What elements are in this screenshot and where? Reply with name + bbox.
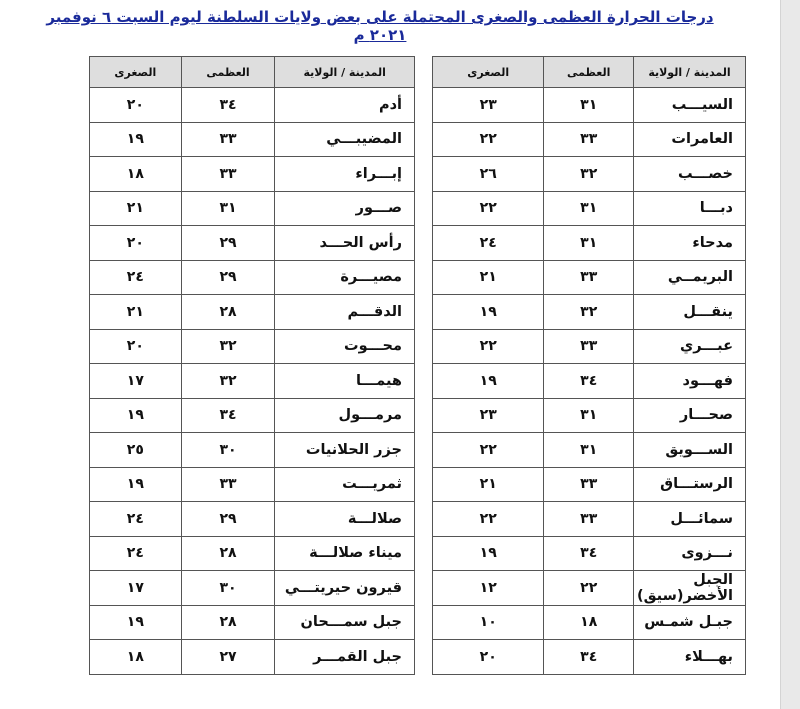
max-temp-cell: ٣٣ (544, 329, 634, 364)
min-temp-cell: ١٨ (90, 157, 182, 192)
table-row (90, 88, 415, 123)
max-temp-cell: ٣٢ (544, 295, 634, 330)
table-row (433, 295, 746, 330)
table-row (433, 157, 746, 192)
max-temp-cell: ٢٧ (181, 640, 275, 675)
min-temp-cell: ٢٤ (90, 260, 182, 295)
max-temp-cell: ٣١ (544, 226, 634, 261)
city-cell: بهـــلاء (634, 640, 746, 675)
min-temp-cell: ٢٣ (433, 88, 544, 123)
city-cell: جبل سمـــحان (275, 605, 415, 640)
table-row (433, 433, 746, 468)
min-temp-cell: ١٩ (433, 536, 544, 571)
table-row (433, 571, 746, 606)
city-cell: جزر الحلانيات (275, 433, 415, 468)
header-city: المدينة / الولاية (634, 57, 746, 88)
city-cell: صحـــار (634, 398, 746, 433)
max-temp-cell: ١٨ (544, 605, 634, 640)
table-row (433, 536, 746, 571)
min-temp-cell: ٢٤ (90, 536, 182, 571)
city-cell: فهـــود (634, 364, 746, 399)
min-temp-cell: ٢٤ (90, 502, 182, 537)
max-temp-cell: ٣٤ (181, 88, 275, 123)
max-temp-cell: ٣٣ (181, 467, 275, 502)
city-cell: عبـــري (634, 329, 746, 364)
max-temp-cell: ٣٠ (181, 571, 275, 606)
city-cell: العامرات (634, 122, 746, 157)
table-row (90, 329, 415, 364)
min-temp-cell: ١٩ (433, 295, 544, 330)
min-temp-cell: ٢٠ (433, 640, 544, 675)
city-cell: جبل القمـــر (275, 640, 415, 675)
table-header-row (433, 57, 746, 88)
min-temp-cell: ٢٢ (433, 433, 544, 468)
max-temp-cell: ٣٠ (181, 433, 275, 468)
table-row (90, 295, 415, 330)
min-temp-cell: ٢٤ (433, 226, 544, 261)
city-cell: صـــور (275, 191, 415, 226)
max-temp-cell: ٢٨ (181, 605, 275, 640)
max-temp-cell: ٣٣ (181, 157, 275, 192)
max-temp-cell: ٣٤ (544, 536, 634, 571)
min-temp-cell: ٢١ (433, 260, 544, 295)
city-cell: ثمريـــت (275, 467, 415, 502)
min-temp-cell: ٢٢ (433, 191, 544, 226)
max-temp-cell: ٢٩ (181, 260, 275, 295)
table-row (433, 467, 746, 502)
table-row (90, 605, 415, 640)
table-row (90, 260, 415, 295)
min-temp-cell: ٢٢ (433, 329, 544, 364)
city-cell: ينقـــل (634, 295, 746, 330)
table-row (433, 640, 746, 675)
min-temp-cell: ١٩ (90, 605, 182, 640)
max-temp-cell: ٣٤ (181, 398, 275, 433)
city-cell: هيمـــا (275, 364, 415, 399)
city-cell: مدحاء (634, 226, 746, 261)
min-temp-cell: ١٩ (90, 122, 182, 157)
min-temp-cell: ٢٦ (433, 157, 544, 192)
table-row (433, 398, 746, 433)
min-temp-cell: ٢١ (90, 191, 182, 226)
table-row (90, 226, 415, 261)
temperature-table-left (89, 56, 415, 675)
max-temp-cell: ٣٢ (544, 157, 634, 192)
min-temp-cell: ١٢ (433, 571, 544, 606)
min-temp-cell: ٢١ (90, 295, 182, 330)
temperature-table-right (432, 56, 746, 675)
page-title: درجات الحرارة العظمى والصغرى المحتملة على بعض ولايات السلطنة ليوم السبت ٦ نوفمبر ٢٠٢١ م (46, 8, 714, 44)
table-row (90, 640, 415, 675)
table-row (433, 329, 746, 364)
header-max: العظمى (181, 57, 275, 88)
min-temp-cell: ١٧ (90, 364, 182, 399)
table-row (90, 467, 415, 502)
city-cell: سمائـــل (634, 502, 746, 537)
table-row (90, 536, 415, 571)
max-temp-cell: ٢٩ (181, 502, 275, 537)
max-temp-cell: ٣٣ (181, 122, 275, 157)
min-temp-cell: ٢١ (433, 467, 544, 502)
city-cell: الســـويق (634, 433, 746, 468)
max-temp-cell: ٢٩ (181, 226, 275, 261)
city-cell: نـــزوى (634, 536, 746, 571)
table-row (90, 571, 415, 606)
city-cell: رأس الحـــد (275, 226, 415, 261)
table-row (90, 433, 415, 468)
city-cell: السيـــب (634, 88, 746, 123)
city-cell: مصيـــرة (275, 260, 415, 295)
header-max: العظمى (544, 57, 634, 88)
min-temp-cell: ١٠ (433, 605, 544, 640)
table-row (433, 605, 746, 640)
max-temp-cell: ٣٤ (544, 364, 634, 399)
max-temp-cell: ٣٢ (181, 364, 275, 399)
min-temp-cell: ١٧ (90, 571, 182, 606)
max-temp-cell: ٣١ (544, 433, 634, 468)
min-temp-cell: ٢٢ (433, 122, 544, 157)
table-row (433, 260, 746, 295)
min-temp-cell: ١٩ (90, 467, 182, 502)
max-temp-cell: ٣١ (544, 191, 634, 226)
city-cell: الرستـــاق (634, 467, 746, 502)
max-temp-cell: ٢٢ (544, 571, 634, 606)
header-city: المدينة / الولاية (275, 57, 415, 88)
max-temp-cell: ٣١ (544, 398, 634, 433)
city-cell: الجبل الأخضر(سيق) (634, 571, 746, 606)
header-min: الصغرى (90, 57, 182, 88)
max-temp-cell: ٢٨ (181, 295, 275, 330)
table-row (433, 364, 746, 399)
max-temp-cell: ٣٣ (544, 502, 634, 537)
city-cell: المضيبـــي (275, 122, 415, 157)
min-temp-cell: ١٨ (90, 640, 182, 675)
page-edge (780, 0, 800, 709)
city-cell: أدم (275, 88, 415, 123)
header-min: الصغرى (433, 57, 544, 88)
table-row (433, 226, 746, 261)
city-cell: مرمـــول (275, 398, 415, 433)
max-temp-cell: ٣١ (181, 191, 275, 226)
min-temp-cell: ٢٥ (90, 433, 182, 468)
city-cell: جبـل شمـس (634, 605, 746, 640)
max-temp-cell: ٣٣ (544, 122, 634, 157)
max-temp-cell: ٣٣ (544, 467, 634, 502)
table-row (433, 502, 746, 537)
table-row (90, 157, 415, 192)
city-cell: البريمــي (634, 260, 746, 295)
max-temp-cell: ٣٢ (181, 329, 275, 364)
min-temp-cell: ٢٢ (433, 502, 544, 537)
min-temp-cell: ١٩ (90, 398, 182, 433)
max-temp-cell: ٣٣ (544, 260, 634, 295)
min-temp-cell: ٢٠ (90, 329, 182, 364)
table-row (433, 122, 746, 157)
min-temp-cell: ٢٠ (90, 226, 182, 261)
table-row (433, 88, 746, 123)
city-cell: دبـــا (634, 191, 746, 226)
table-row (90, 364, 415, 399)
max-temp-cell: ٣١ (544, 88, 634, 123)
city-cell: خصـــب (634, 157, 746, 192)
table-row (90, 398, 415, 433)
city-cell: الدقـــم (275, 295, 415, 330)
city-cell: ميناء صلالـــة (275, 536, 415, 571)
city-cell: محـــوت (275, 329, 415, 364)
city-cell: صلالـــة (275, 502, 415, 537)
table-header-row (90, 57, 415, 88)
min-temp-cell: ١٩ (433, 364, 544, 399)
min-temp-cell: ٢٠ (90, 88, 182, 123)
max-temp-cell: ٢٨ (181, 536, 275, 571)
table-row (433, 191, 746, 226)
table-row (90, 191, 415, 226)
city-cell: قيرون حيريتـــي (275, 571, 415, 606)
city-cell: إبـــراء (275, 157, 415, 192)
table-row (90, 122, 415, 157)
table-row (90, 502, 415, 537)
max-temp-cell: ٣٤ (544, 640, 634, 675)
min-temp-cell: ٢٣ (433, 398, 544, 433)
